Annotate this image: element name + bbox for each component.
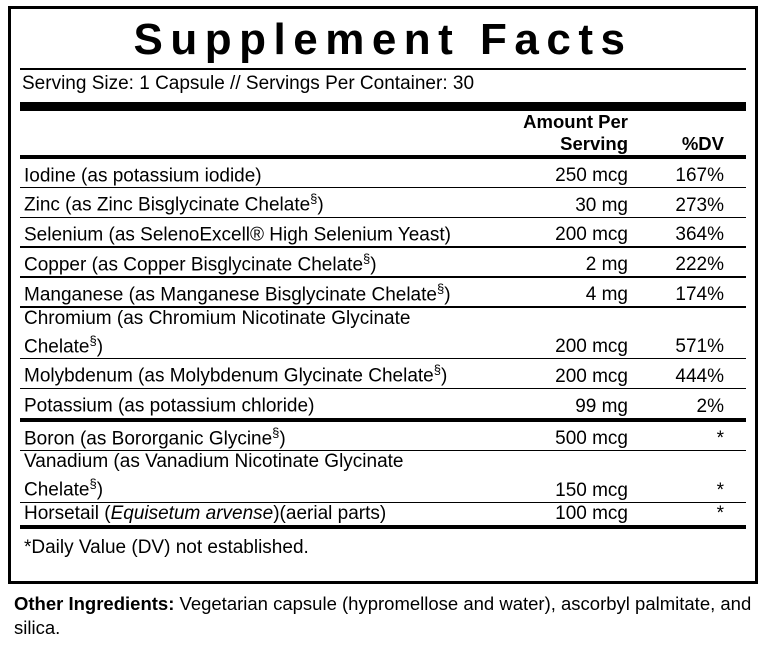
nutrient-name: Molybdenum (as Molybdenum Glycinate Chelate§): [24, 362, 448, 387]
nutrient-name: Selenium (as SelenoExcell® High Selenium Yeast): [24, 224, 451, 246]
nutrient-name: Iodine (as potassium iodide): [24, 164, 262, 186]
table-row: [20, 278, 746, 306]
table-row: [20, 422, 746, 450]
nutrient-amount: 4 mg: [585, 284, 628, 306]
other-ingredients-text: Vegetarian capsule (hypromellose and water), ascorbyl palmitate, and silica.: [14, 593, 752, 638]
nutrient-amount: 100 mcg: [555, 503, 628, 525]
nutrient-dv: *: [716, 427, 724, 449]
nutrient-amount: 250 mcg: [555, 164, 628, 186]
table-row: [20, 248, 746, 276]
nutrient-amount: 99 mg: [575, 395, 628, 417]
serving-size-line: Serving Size: 1 Capsule // Servings Per Container: 30: [22, 72, 475, 94]
nutrient-dv: *: [716, 479, 724, 501]
divider-thick-top: [20, 102, 746, 111]
nutrient-amount: 2 mg: [585, 254, 628, 276]
nutrient-name: Chromium (as Chromium Nicotinate Glycinate Chelate§): [24, 307, 411, 357]
table-row: [20, 389, 746, 417]
table-row: [20, 159, 746, 187]
nutrition-table: [20, 111, 746, 526]
nutrient-dv: 364%: [675, 224, 724, 246]
table-row: [20, 188, 746, 216]
nutrient-dv: 444%: [675, 365, 724, 387]
nutrient-dv: 2%: [696, 395, 724, 417]
nutrient-amount: 200 mcg: [555, 335, 628, 357]
nutrient-amount: 500 mcg: [555, 427, 628, 449]
nutrient-dv: 222%: [675, 254, 724, 276]
label-content: [20, 14, 746, 560]
nutrient-amount: 30 mg: [575, 194, 628, 216]
nutrient-dv: 273%: [675, 194, 724, 216]
nutrient-dv: 571%: [675, 335, 724, 357]
table-header-row: [20, 111, 746, 155]
header-amount-per-serving: Amount Per Serving: [523, 110, 628, 154]
nutrient-dv: 167%: [675, 164, 724, 186]
nutrient-name: Manganese (as Manganese Bisglycinate Chelate§): [24, 280, 451, 306]
table-row: [20, 218, 746, 246]
nutrient-amount: 200 mcg: [555, 365, 628, 387]
table-row: [20, 451, 746, 501]
table-row: [20, 503, 746, 525]
nutrient-amount: 200 mcg: [555, 224, 628, 246]
other-ingredients-label: Other Ingredients:: [14, 593, 175, 614]
nutrient-dv: 174%: [675, 284, 724, 306]
header-name: [20, 111, 472, 155]
header-percent-dv: %DV: [681, 132, 724, 154]
table-row: [20, 359, 746, 387]
other-ingredients: [14, 592, 756, 640]
nutrient-name: Horsetail (Equisetum arvense)(aerial parts): [24, 503, 387, 525]
panel-title: Supplement Facts: [133, 15, 633, 64]
nutrient-name: Boron (as Bororganic Glycine§): [24, 424, 286, 449]
nutrient-dv: *: [716, 503, 724, 525]
nutrient-name: Copper (as Copper Bisglycinate Chelate§): [24, 250, 377, 276]
divider-under-title: [20, 68, 746, 70]
table-row: [20, 308, 746, 358]
nutrient-amount: 150 mcg: [555, 479, 628, 501]
daily-value-footnote: *Daily Value (DV) not established.: [24, 537, 309, 559]
nutrient-name: Potassium (as potassium chloride): [24, 395, 315, 417]
nutrient-name: Vanadium (as Vanadium Nicotinate Glycinate Chelate§): [24, 451, 404, 501]
divider-above-footnote: [20, 525, 746, 529]
nutrient-name: Zinc (as Zinc Bisglycinate Chelate§): [24, 191, 324, 216]
